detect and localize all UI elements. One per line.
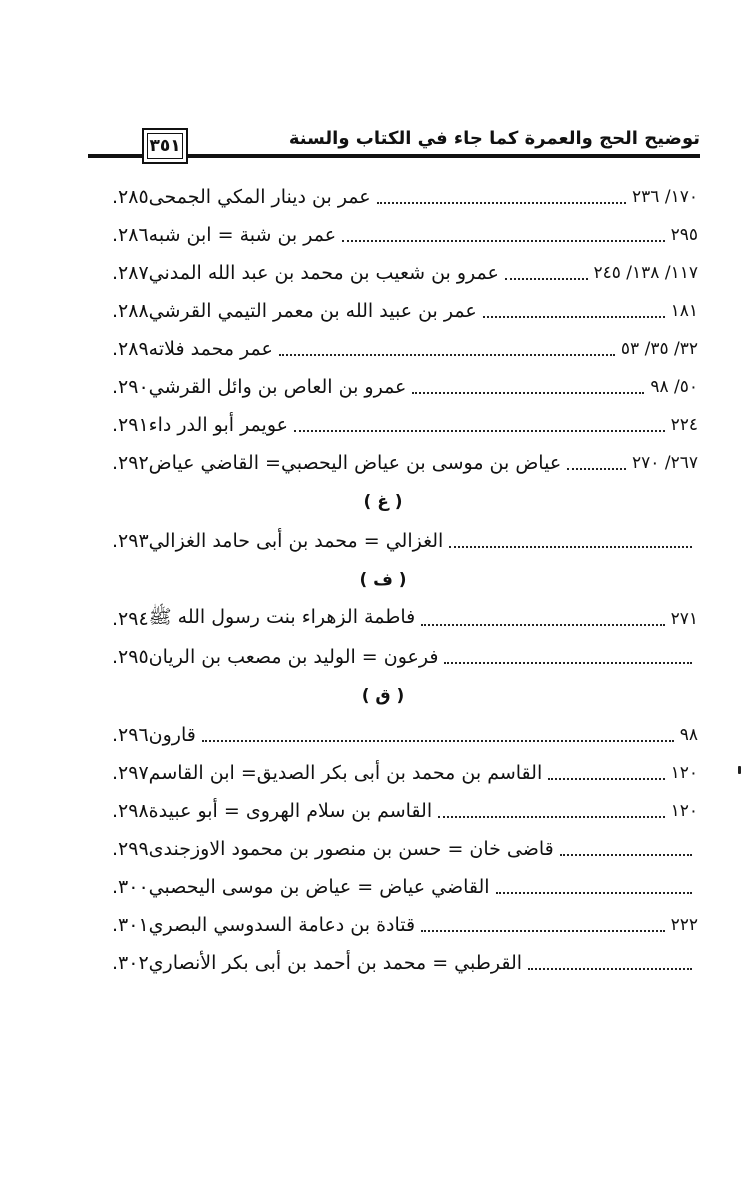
index-entry	[108, 406, 698, 444]
entry-number: ٣٠٠.	[112, 876, 149, 898]
index-entry	[108, 330, 698, 368]
entry-pages: ٥٠/ ٩٨	[650, 377, 698, 397]
scan-mark	[738, 766, 741, 774]
index-entry	[108, 254, 698, 292]
entry-pages: ٢٩٥	[670, 225, 698, 245]
entry-name: عمر محمد فلاته	[148, 338, 273, 360]
entry-number: ٢٨٥.	[112, 186, 149, 208]
entry-pages: ٢٢٤	[670, 415, 698, 435]
index-list	[108, 178, 698, 982]
entry-pages: ١٨١	[670, 301, 698, 321]
header-rule-right	[188, 154, 700, 158]
dot-leader	[421, 930, 664, 932]
index-entry	[108, 368, 698, 406]
dot-leader	[505, 278, 588, 280]
header-rule-left	[88, 154, 142, 158]
entry-name: عمر بن شبة = ابن شبه	[148, 224, 337, 246]
index-entry	[108, 444, 698, 482]
entry-name: قارون	[148, 724, 196, 746]
dot-leader	[377, 202, 626, 204]
entry-name: القاسم بن سلام الهروى = أبو عبيدة	[148, 800, 433, 822]
section-letter-heading: ( غ )	[363, 492, 403, 512]
entry-number: ٢٨٧.	[112, 262, 149, 284]
index-entry	[108, 522, 698, 560]
entry-name: الغزالي = محمد بن أبى حامد الغزالي	[148, 530, 444, 552]
entry-pages: ٢٦٧/ ٢٧٠	[632, 453, 698, 473]
entry-pages: ٩٨	[679, 725, 698, 745]
entry-number: ٢٩٥.	[112, 646, 149, 668]
dot-leader	[438, 816, 664, 818]
entry-number: ٢٩٤.	[112, 608, 149, 630]
entry-name: القرطبي = محمد بن أحمد بن أبى بكر الأنصاري	[148, 952, 523, 974]
entry-name: عمرو بن العاص بن وائل القرشي	[148, 376, 407, 398]
entry-number: ٢٩٠.	[112, 376, 149, 398]
dot-leader	[560, 854, 692, 856]
entry-name: القاسم بن محمد بن أبى بكر الصديق= ابن القاسم	[148, 762, 543, 784]
dot-leader	[567, 468, 626, 470]
entry-pages: ٢٢٢	[670, 915, 698, 935]
page-header	[88, 128, 700, 168]
entry-number: ٢٩٣.	[112, 530, 149, 552]
entry-number: ٢٨٦.	[112, 224, 149, 246]
index-entry	[108, 716, 698, 754]
dot-leader	[444, 662, 692, 664]
index-entry	[108, 638, 698, 676]
index-entry	[108, 792, 698, 830]
entry-name: عمرو بن شعيب بن محمد بن عبد الله المدني	[148, 262, 499, 284]
entry-number: ٢٩١.	[112, 414, 149, 436]
entry-number: ٢٨٨.	[112, 300, 149, 322]
entry-name: عياض بن موسى بن عياض اليحصبي= القاضي عياض	[148, 452, 562, 474]
entry-number: ٢٩٢.	[112, 452, 149, 474]
entry-pages: ١٢٠	[670, 763, 698, 783]
entry-number: ٢٩٩.	[112, 838, 149, 860]
running-title: توضيح الحج والعمرة كما جاء في الكتاب والسنة	[288, 128, 700, 149]
dot-leader	[294, 430, 665, 432]
index-entry	[108, 178, 698, 216]
entry-pages: ١٧٠/ ٢٣٦	[632, 187, 698, 207]
dot-leader	[412, 392, 644, 394]
index-entry	[108, 868, 698, 906]
entry-name: قتادة بن دعامة السدوسي البصري	[148, 914, 416, 936]
index-entry	[108, 906, 698, 944]
entry-number: ٢٨٩.	[112, 338, 149, 360]
entry-number: ٢٩٧.	[112, 762, 149, 784]
dot-leader	[496, 892, 692, 894]
entry-name: عمر بن دينار المكي الجمحى	[148, 186, 371, 208]
entry-name: فرعون = الوليد بن مصعب بن الريان	[148, 646, 439, 668]
entry-name: القاضي عياض = عياض بن موسى اليحصبي	[148, 876, 490, 898]
entry-pages: ٢٧١	[670, 609, 698, 629]
entry-name: عويمر أبو الدر داء	[148, 414, 288, 436]
page-number: ٣٥١	[147, 133, 183, 159]
entry-name: فاطمة الزهراء بنت رسول الله ﷺ	[148, 606, 416, 628]
entry-pages: ١٢٠	[670, 801, 698, 821]
section-letter-heading: ( ق )	[361, 686, 405, 706]
dot-leader	[421, 624, 664, 626]
entry-pages: ١١٧/ ١٣٨/ ٢٤٥	[593, 263, 698, 283]
entry-number: ٣٠٢.	[112, 952, 149, 974]
dot-leader	[528, 968, 692, 970]
entry-number: ٢٩٨.	[112, 800, 149, 822]
dot-leader	[449, 546, 692, 548]
index-entry	[108, 830, 698, 868]
dot-leader	[548, 778, 664, 780]
index-entry	[108, 292, 698, 330]
entry-name: عمر بن عبيد الله بن معمر التيمي القرشي	[148, 300, 477, 322]
entry-name: قاضى خان = حسن بن منصور بن محمود الاوزجندى	[148, 838, 554, 860]
dot-leader	[279, 354, 615, 356]
dot-leader	[483, 316, 665, 318]
page-number-box	[142, 128, 188, 164]
index-entry	[108, 216, 698, 254]
dot-leader	[202, 740, 674, 742]
entry-number: ٣٠١.	[112, 914, 149, 936]
section-letter-heading: ( ف )	[359, 570, 407, 590]
dot-leader	[342, 240, 665, 242]
index-entry	[108, 944, 698, 982]
entry-number: ٢٩٦.	[112, 724, 149, 746]
index-entry	[108, 754, 698, 792]
index-entry	[108, 600, 698, 638]
entry-pages: ٣٢/ ٣٥/ ٥٣	[620, 339, 698, 359]
